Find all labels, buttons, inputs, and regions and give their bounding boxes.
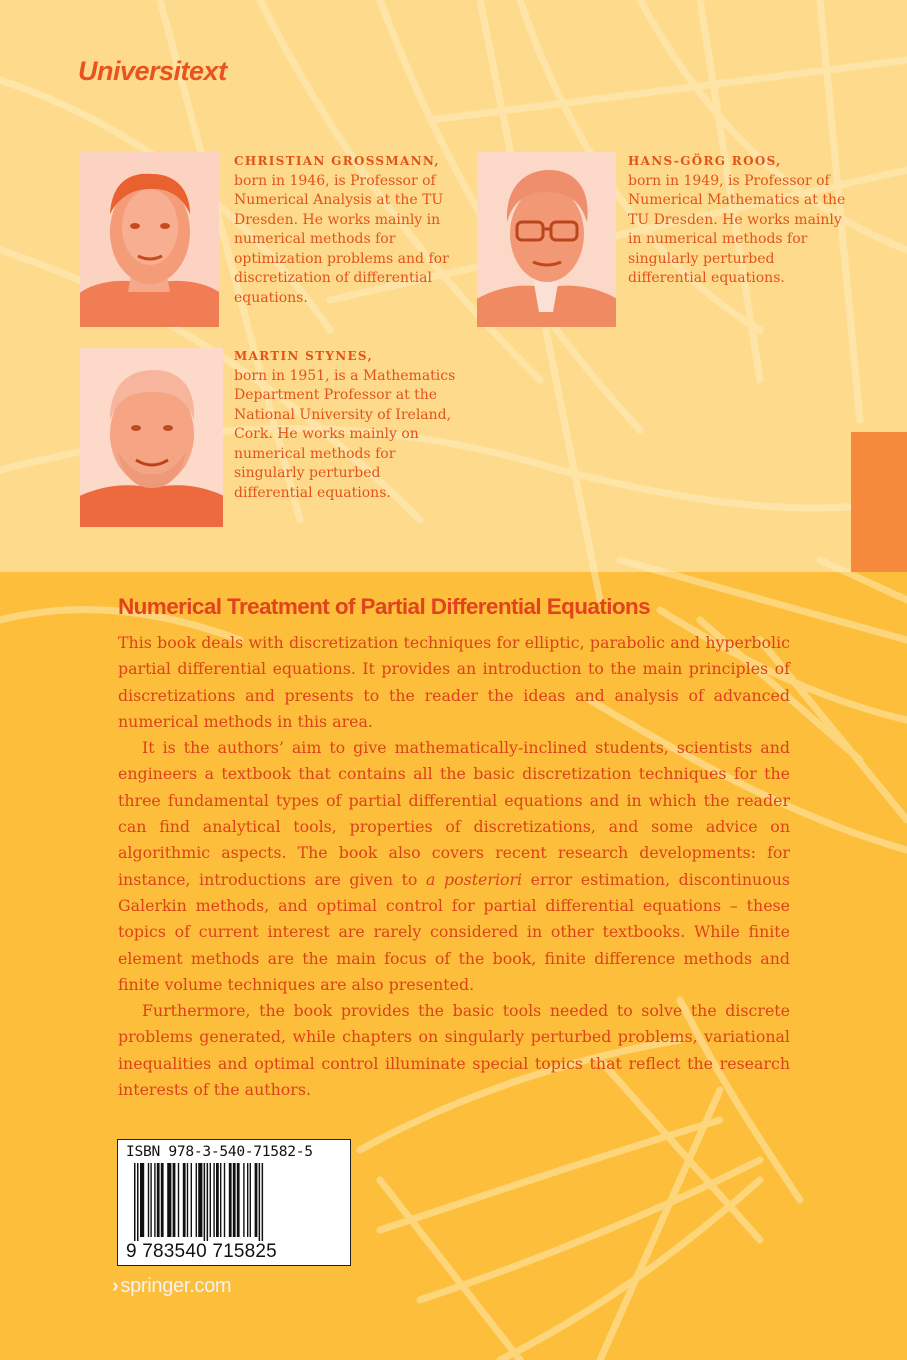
description-text: error estimation, discontinuous Galerkin methods, and optimal control for partial differential equations – these topics of current interest are rarely considered in other textbooks. While finite element methods are the main focus of the book, finite difference methods and finite volume techniques are also presented. — [118, 869, 790, 994]
book-description — [118, 630, 790, 1103]
chevron-right-icon: › — [112, 1275, 119, 1297]
author-bio-stynes — [234, 347, 459, 503]
author-bio-roos — [628, 152, 853, 289]
barcode-digits: 9 783540 715825 — [126, 1241, 277, 1262]
author-description: born in 1946, is Professor of Numerical Analysis at the TU Dresden. He works mainly in numerical methods for optimization problems and for discretization of differential equations. — [234, 172, 449, 306]
author-name: CHRISTIAN GROSSMANN, — [234, 154, 440, 168]
isbn-label: ISBN 978-3-540-71582-5 — [126, 1143, 313, 1160]
author-photo-grossmann — [80, 152, 219, 327]
author-photo-stynes — [80, 348, 223, 527]
book-title: Numerical Treatment of Partial Differential Equations — [118, 594, 651, 619]
barcode-bars — [134, 1163, 342, 1249]
spine-color-tab — [851, 432, 907, 572]
description-paragraph: This book deals with discretization techniques for elliptic, parabolic and hyperbolic partial differential equations. It provides an introduction to the main principles of discretizations and presents to the reader the ideas and analysis of advanced numerical methods in this area. — [118, 633, 790, 731]
author-name: MARTIN STYNES, — [234, 349, 373, 363]
description-paragraph: Furthermore, the book provides the basic tools needed to solve the discrete problems generated, while chapters on singularly perturbed problems, variational inequalities and optimal control illuminate special topics that reflect the research interests of the authors. — [118, 1001, 790, 1100]
description-text: It is the authors’ aim to give mathematically-inclined students, scientists and engineers a textbook that contains all the basic discretization techniques for the three fundamental types of partial differential equations and in which the reader can find analytical tools, properties of discretizations, and some advice on algorithmic aspects. The book also covers recent research developments: for instance, introductions are given to — [118, 738, 790, 889]
author-name: HANS-GÖRG ROOS, — [628, 154, 782, 168]
author-description: born in 1951, is a Mathematics Department Professor at the National University of Ireland, Cork. He works mainly on numerical methods for singularly perturbed differential equations. — [234, 367, 456, 501]
description-paragraph — [118, 735, 790, 998]
author-photo-roos — [477, 152, 616, 327]
author-bio-grossmann — [234, 152, 459, 308]
isbn-barcode — [117, 1139, 351, 1266]
author-description: born in 1949, is Professor of Numerical Mathematics at the TU Dresden. He works mainly in numerical methods for singularly perturbed differential equations. — [628, 172, 846, 286]
description-italic-term: a posteriori — [426, 869, 523, 889]
website-url: springer.com — [120, 1275, 232, 1297]
publisher-website-link[interactable] — [112, 1275, 231, 1298]
series-name: Universitext — [78, 56, 227, 86]
